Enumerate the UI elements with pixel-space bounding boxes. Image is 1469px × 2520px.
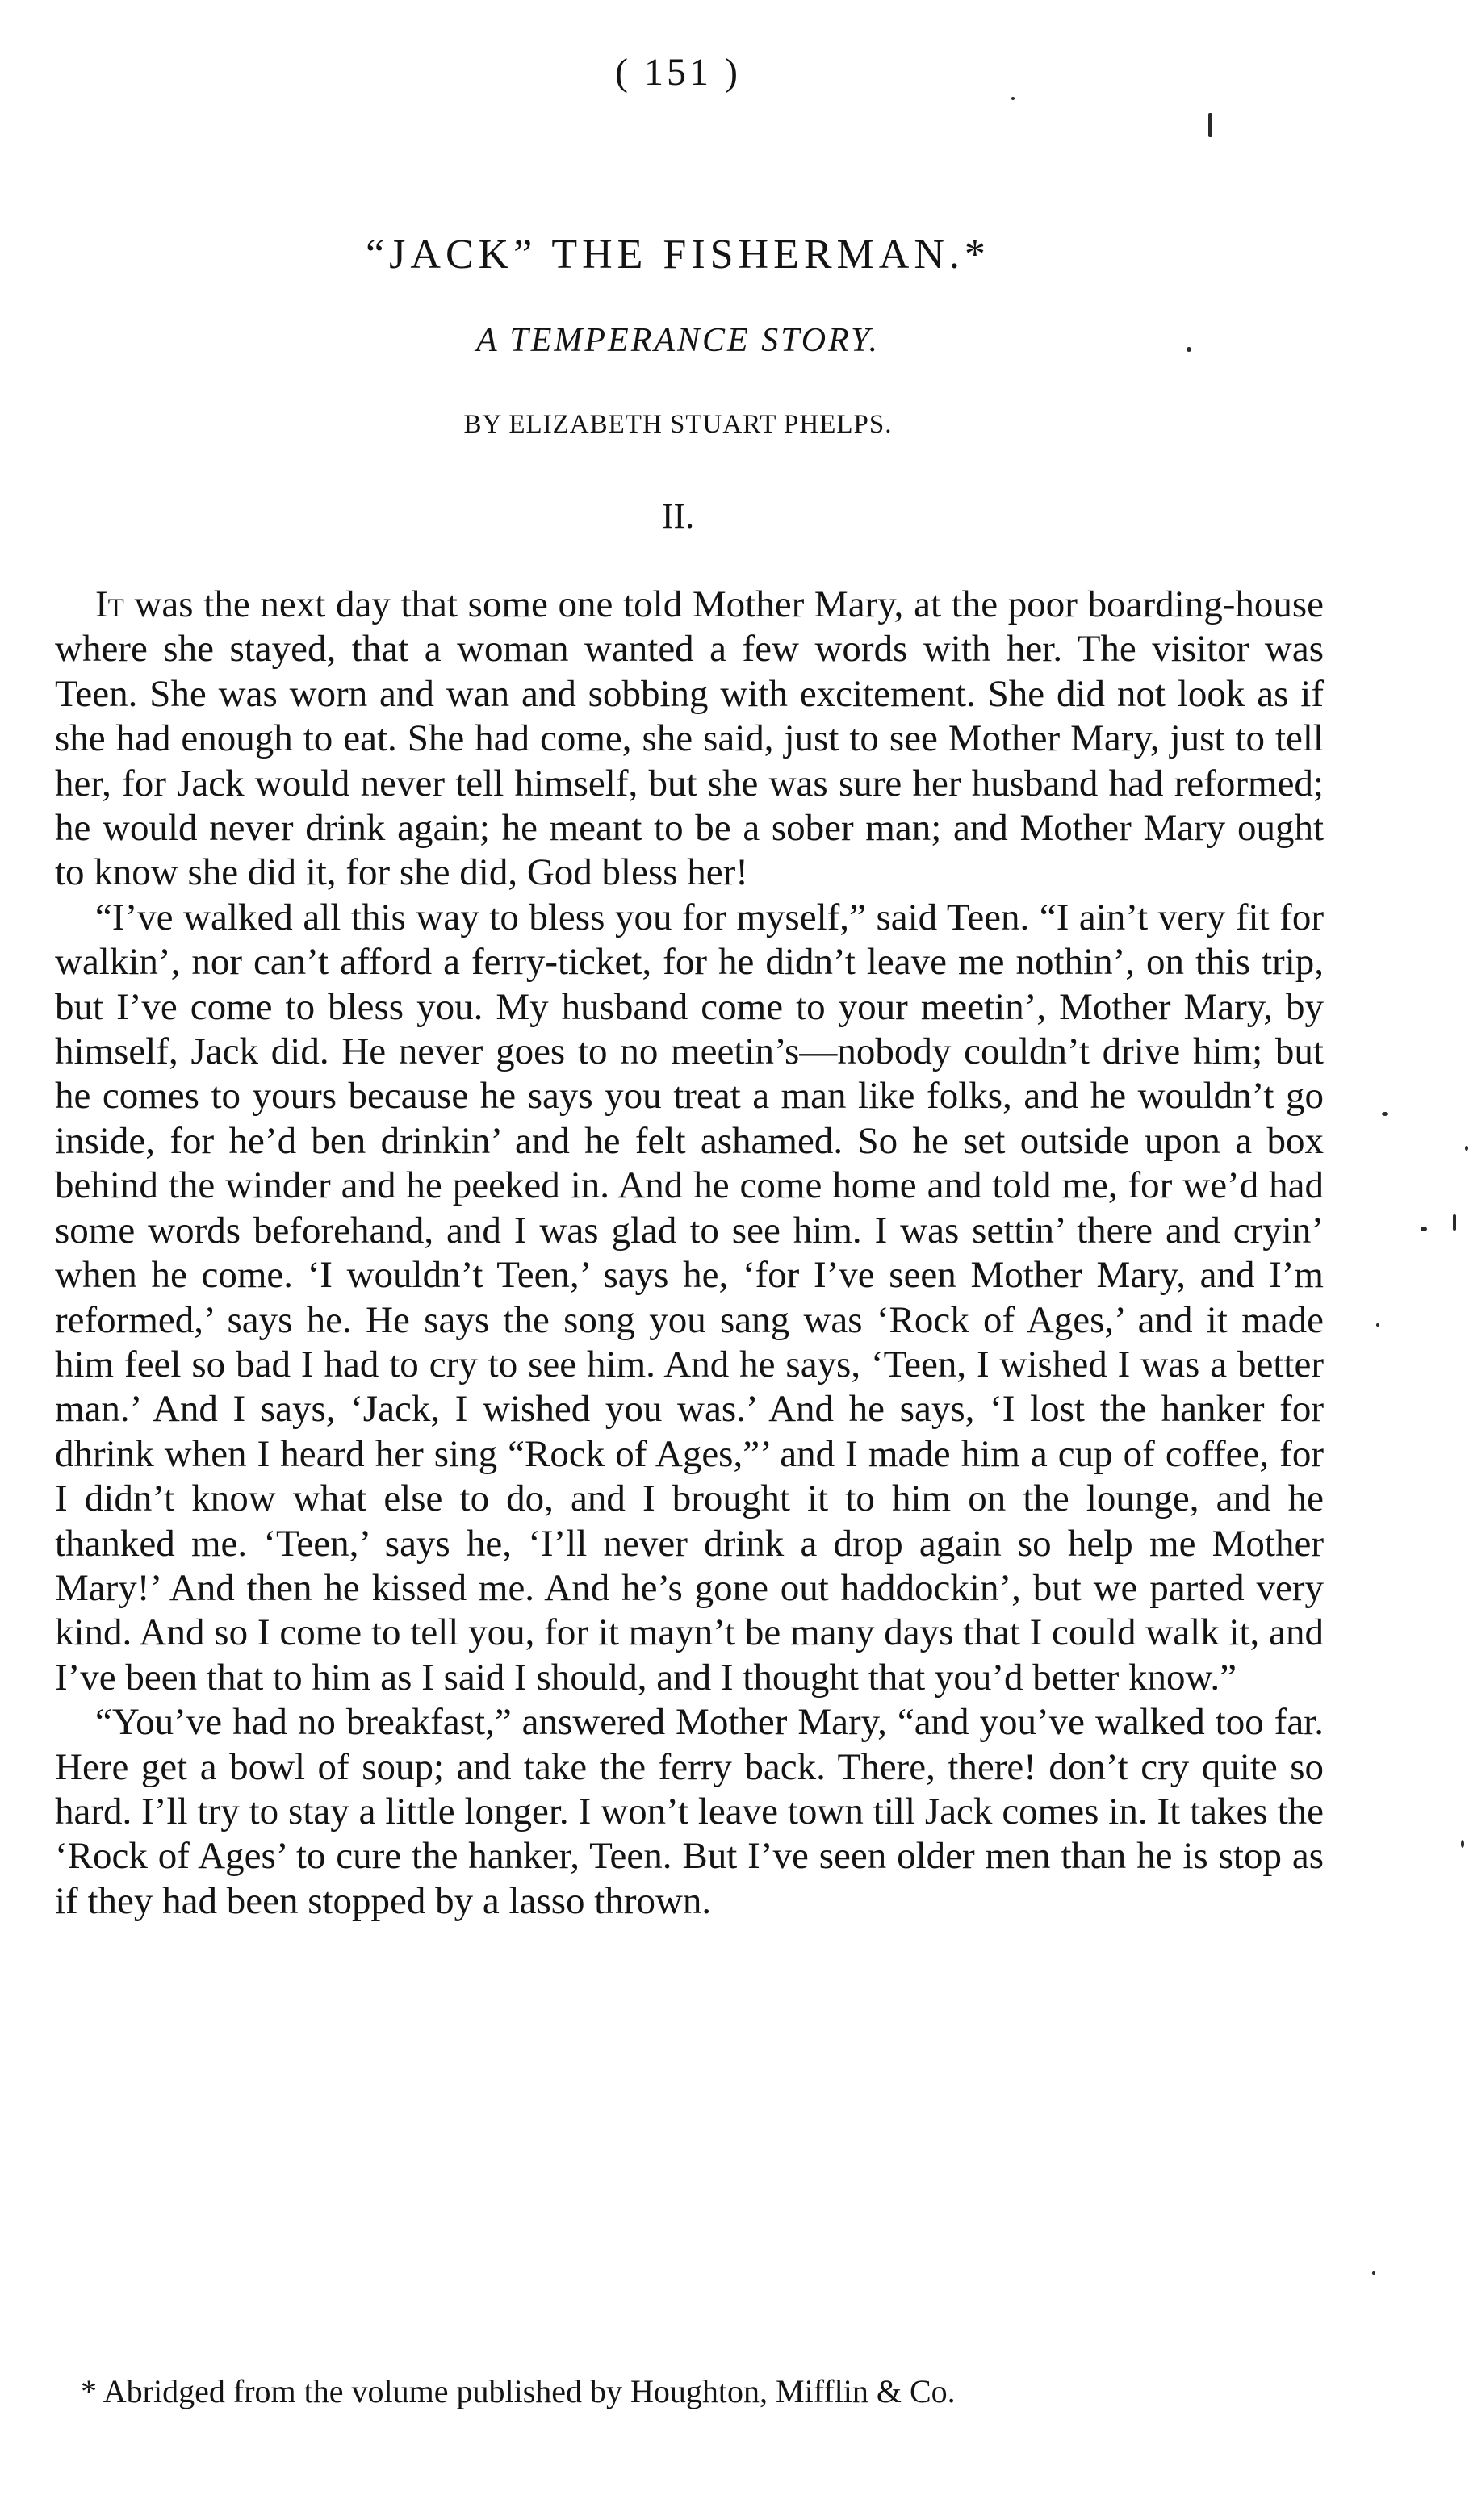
scan-speck	[1461, 1840, 1464, 1848]
author-byline: BY ELIZABETH STUART PHELPS.	[463, 410, 893, 439]
paragraph-text: “I’ve walked all this way to bless you for myself,” said Teen. “I ain’t very fit for walkin’, nor can’t afford a ferry-ticket, for he didn’t leave me nothin’, on this trip, but I’ve come to bless you. My husband come to your meetin’, Mother Mary, by himself, Jack did. He never goes to no meetin’s—nobody couldn’t drive him; but he comes to yours because he says you treat a man like folks, and he wouldn’t go inside, for he’d ben drinkin’ and he felt ashamed. So he set outside upon a box behind the winder and he peeked in. And he come home and told me, for we’d had some words beforehand, and I was glad to see him. I was settin’ there and cryin’ when he come. ‘I wouldn’t Teen,’ says he, ‘for I’ve seen Mother Mary, and I’m reformed,’ says he. He says the song you sang was ‘Rock of Ages,’ and it made him feel so bad I had to cry to see him. And he says, ‘Teen, I wished I was a better man.’ And I says, ‘Jack, I wished you was.’ And he says, ‘I lost the hanker for dhrink when I heard her sing “Rock of Ages,”’ and I made him a cup of coffee, for I didn’t know what else to do, and I brought it to him on the lounge, and he thanked me. ‘Teen,’ says he, ‘I’ll never drink a drop again so help me Mother Mary!’ And then he kissed me. And he’s gone out haddockin’, but we parted very kind. And so I come to tell you, for it mayn’t be many days that I could walk it, and I’ve been that to him as I said I should, and I thought that you’d better know.”	[55, 896, 1324, 1699]
paragraph-text: “You’ve had no breakfast,” answered Mother Mary, “and you’ve walked too far. Here get a bowl of soup; and take the ferry back. There, there! don’t cry quite so hard. I’ll try to stay a little longer. I won’t leave town till Jack comes in. It takes the ‘Rock of Ages’ to cure the hanker, Teen. But I’ve seen older men than he is stop as if they had been stopped by a lasso thrown.	[55, 1701, 1324, 1922]
scan-speck	[1382, 1112, 1388, 1116]
paragraph-2	[55, 896, 1324, 1700]
paragraph-1	[55, 583, 1324, 896]
story-body	[55, 583, 1324, 1924]
scan-speck	[1011, 97, 1015, 100]
story-title: “JACK” THE FISHERMAN.*	[366, 232, 990, 278]
scan-speck	[1376, 1323, 1379, 1327]
scan-speck	[1421, 1227, 1427, 1231]
scan-speck	[1186, 347, 1191, 352]
paragraph-3	[55, 1700, 1324, 1924]
paragraph-lead-word: It	[95, 583, 124, 625]
scan-speck	[1208, 113, 1212, 137]
page-number: ( 151 )	[615, 51, 741, 94]
scan-speck	[1465, 1146, 1468, 1151]
part-heading: II.	[661, 496, 695, 536]
scan-speck	[1453, 1214, 1456, 1231]
story-subtitle: A TEMPERANCE STORY.	[475, 322, 881, 359]
paragraph-text: was the next day that some one told Mother Mary, at the poor boarding-house where she stayed, that a woman wanted a few words with her. The visitor was Teen. She was worn and wan and sobbing with excitement. She did not look as if she had enough to eat. She had come, she said, just to see Mother Mary, just to tell her, for Jack would never tell himself, but she was sure her husband had reformed; he would never drink again; he meant to be a sober man; and Mother Mary ought to know she did it, for she did, God bless her!	[55, 583, 1324, 894]
footnote: * Abridged from the volume published by Houghton, Mifflin & Co.	[81, 2373, 956, 2409]
scan-speck	[1372, 2271, 1375, 2275]
